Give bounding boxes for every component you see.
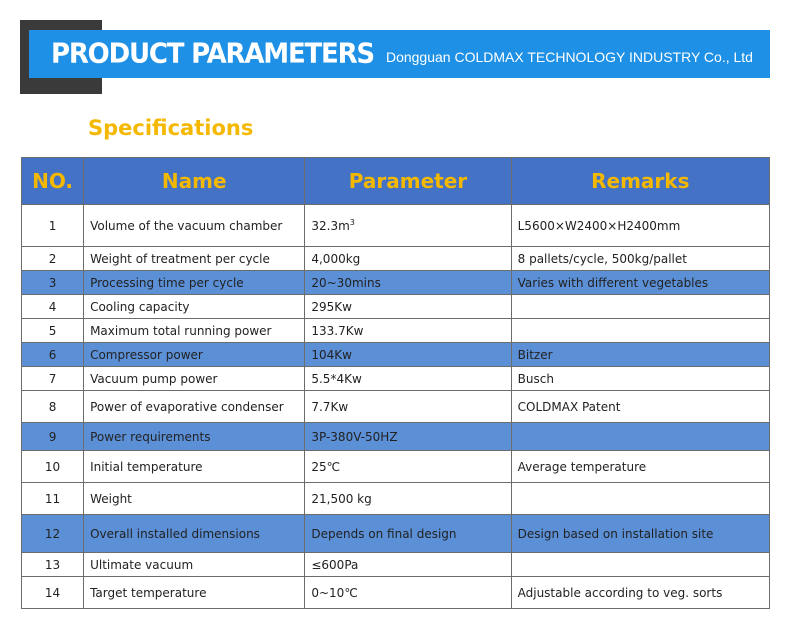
row-number [22, 483, 84, 515]
row-parameter [305, 483, 511, 515]
row-parameter-text: 32.3m [311, 219, 350, 233]
row-name [84, 271, 305, 295]
row-remark [511, 391, 769, 423]
row-number [22, 247, 84, 271]
row-number-text: 13 [44, 557, 61, 572]
row-name [84, 391, 305, 423]
row-parameter [305, 451, 511, 483]
row-parameter [305, 271, 511, 295]
row-remark [511, 483, 769, 515]
row-name-text: Weight [90, 491, 132, 506]
row-name [84, 451, 305, 483]
row-number-text: 5 [48, 323, 57, 338]
row-name [84, 319, 305, 343]
row-number [22, 515, 84, 553]
row-parameter-text: 133.7Kw [311, 323, 364, 338]
row-name [84, 343, 305, 367]
row-remark-text: 8 pallets/cycle, 500kg/pallet [517, 251, 687, 266]
row-number [22, 271, 84, 295]
row-number-text: 3 [48, 275, 57, 290]
row-remark-text: Varies with different vegetables [517, 275, 709, 290]
row-name [84, 367, 305, 391]
row-number [22, 391, 84, 423]
table-row [22, 205, 770, 247]
row-number [22, 367, 84, 391]
row-parameter-text: 104Kw [311, 347, 352, 362]
row-name-text: Maximum total running power [90, 323, 272, 338]
row-remark [511, 367, 769, 391]
row-remark-text: Average temperature [517, 459, 647, 474]
row-parameter [305, 367, 511, 391]
row-name-text: Weight of treatment per cycle [90, 251, 270, 266]
row-parameter-text: 5.5*4Kw [311, 371, 362, 386]
row-number-text: 6 [48, 347, 57, 362]
row-remark-text: COLDMAX Patent [517, 399, 621, 414]
header-parameter: Parameter [305, 158, 511, 205]
row-number-text: 9 [48, 429, 57, 444]
row-remark [511, 423, 769, 451]
row-name [84, 577, 305, 609]
row-number-text: 14 [44, 585, 61, 600]
row-parameter-text: 3P-380V-50HZ [311, 429, 398, 444]
banner-title: PRODUCT PARAMETERS [51, 38, 374, 70]
row-number-text: 10 [44, 459, 61, 474]
row-parameter [305, 295, 511, 319]
row-remark [511, 247, 769, 271]
parameter-superscript: 3 [349, 218, 355, 227]
row-number [22, 451, 84, 483]
specifications-heading: Specifications [88, 116, 254, 140]
row-parameter [305, 423, 511, 451]
row-remark [511, 553, 769, 577]
row-name-text: Power of evaporative condenser [90, 399, 284, 414]
row-remark [511, 451, 769, 483]
specifications-table [21, 157, 770, 609]
table-row [22, 391, 770, 423]
row-name [84, 553, 305, 577]
row-name-text: Initial temperature [90, 459, 203, 474]
header-remarks: Remarks [511, 158, 769, 205]
row-name-text: Volume of the vacuum chamber [90, 218, 283, 233]
row-name [84, 295, 305, 319]
row-remark [511, 343, 769, 367]
row-number [22, 423, 84, 451]
table-row [22, 483, 770, 515]
row-number-text: 7 [48, 371, 57, 386]
row-parameter [305, 391, 511, 423]
table-row [22, 295, 770, 319]
row-remark [511, 205, 769, 247]
row-remark-text: Adjustable according to veg. sorts [517, 585, 723, 600]
row-remark [511, 515, 769, 553]
row-remark [511, 271, 769, 295]
row-remark-text: Design based on installation site [517, 526, 714, 541]
row-remark-text: Bitzer [517, 347, 553, 362]
header-name: Name [84, 158, 305, 205]
table-row [22, 319, 770, 343]
row-parameter [305, 343, 511, 367]
row-remark-text: L5600×W2400×H2400mm [517, 218, 681, 233]
table-row [22, 553, 770, 577]
row-remark [511, 295, 769, 319]
row-name-text: Compressor power [90, 347, 203, 362]
table-row [22, 423, 770, 451]
row-number-text: 2 [48, 251, 57, 266]
row-number-text: 8 [48, 399, 57, 414]
row-name-text: Vacuum pump power [90, 371, 218, 386]
row-parameter-text: 0~10℃ [311, 585, 358, 600]
row-parameter-text: 4,000kg [311, 251, 361, 266]
row-parameter-text: ≤600Pa [311, 557, 359, 572]
row-remark-text: Busch [517, 371, 554, 386]
row-parameter [305, 553, 511, 577]
row-number [22, 553, 84, 577]
row-name [84, 247, 305, 271]
row-parameter-text: 7.7Kw [311, 399, 349, 414]
row-parameter-text: 25℃ [311, 459, 341, 474]
header-no: NO. [22, 158, 84, 205]
row-number-text: 12 [44, 526, 61, 541]
row-parameter [305, 319, 511, 343]
row-number [22, 205, 84, 247]
row-name-text: Cooling capacity [90, 299, 190, 314]
banner-company: Dongguan COLDMAX TECHNOLOGY INDUSTRY Co., Ltd [385, 49, 753, 65]
row-remark [511, 319, 769, 343]
row-parameter-text: 21,500 kg [311, 491, 372, 506]
row-number-text: 1 [48, 218, 57, 233]
row-number-text: 4 [48, 299, 57, 314]
table-row [22, 343, 770, 367]
row-remark [511, 577, 769, 609]
row-name [84, 423, 305, 451]
row-name-text: Processing time per cycle [90, 275, 244, 290]
table-header-row [22, 158, 770, 205]
table-row [22, 451, 770, 483]
table-row [22, 367, 770, 391]
row-number [22, 295, 84, 319]
row-parameter [305, 515, 511, 553]
table-row [22, 577, 770, 609]
row-name [84, 483, 305, 515]
row-parameter [305, 247, 511, 271]
table-row [22, 515, 770, 553]
table-row [22, 247, 770, 271]
table-row [22, 271, 770, 295]
row-number [22, 343, 84, 367]
row-name-text: Ultimate vacuum [90, 557, 194, 572]
row-name-text: Power requirements [90, 429, 211, 444]
row-name-text: Overall installed dimensions [90, 526, 260, 541]
row-parameter-text: Depends on final design [311, 526, 457, 541]
row-name-text: Target temperature [90, 585, 207, 600]
row-number [22, 577, 84, 609]
header-banner [29, 30, 770, 78]
row-parameter-text: 20~30mins [311, 275, 381, 290]
row-number-text: 11 [44, 491, 61, 506]
row-name [84, 515, 305, 553]
row-number [22, 319, 84, 343]
row-parameter [305, 205, 511, 247]
row-parameter [305, 577, 511, 609]
row-name [84, 205, 305, 247]
row-parameter-text: 295Kw [311, 299, 352, 314]
